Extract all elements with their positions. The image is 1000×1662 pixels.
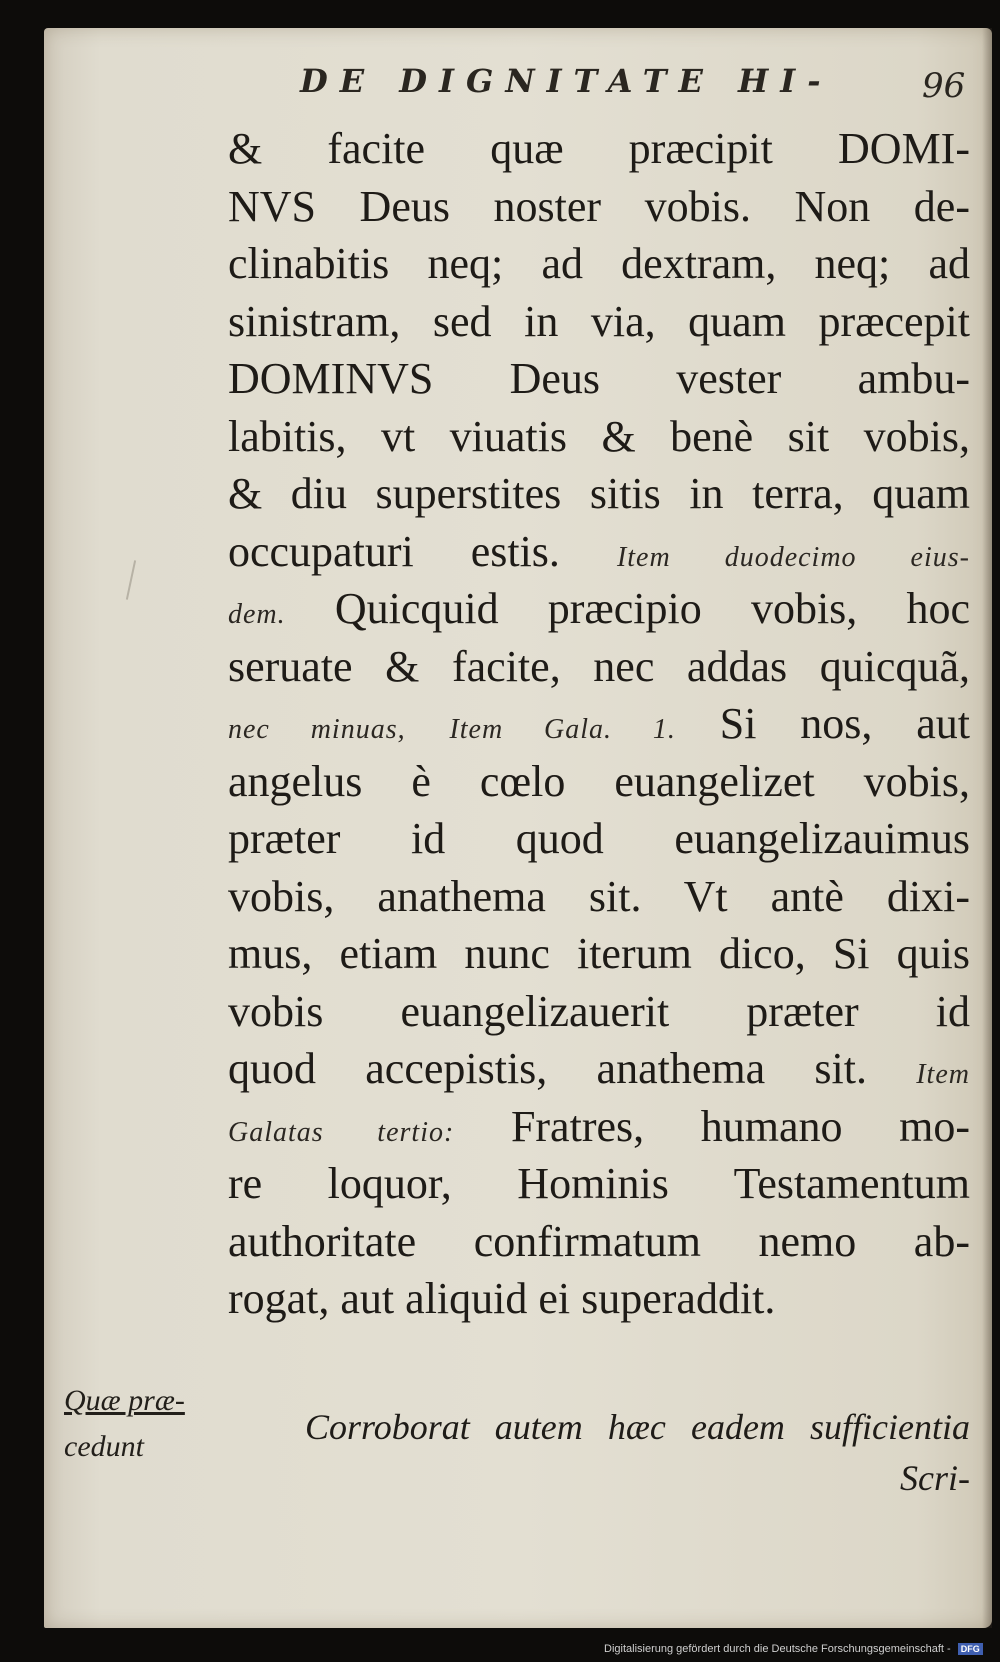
line-text: seruate & facite, nec addas quicquã, — [228, 641, 970, 691]
digitization-credit — [604, 1643, 983, 1655]
line-text: sinistram, sed in via, quam præcepit — [228, 296, 970, 346]
marginal-note-line-2: cedunt — [64, 1430, 144, 1463]
inline-italic-reference: dem. — [228, 599, 286, 630]
line-text: rogat, aut aliquid ei superaddit. — [228, 1274, 776, 1323]
line-text: labitis, vt viuatis & benè sit vobis, — [228, 411, 970, 461]
text-line — [228, 983, 970, 1041]
main-text-block — [228, 120, 970, 1328]
inline-italic-reference: Item — [916, 1059, 970, 1090]
credit-text: Digitalisierung gefördert durch die Deutsche Forschungsgemeinschaft - — [604, 1643, 951, 1655]
line-text: præter id quod euangelizauimus — [228, 814, 970, 863]
inline-italic-reference: Item duodecimo eius- — [616, 541, 970, 573]
text-line — [228, 120, 970, 178]
line-text: Quicquid præcipio vobis, hoc — [334, 584, 971, 633]
text-line — [228, 1098, 970, 1156]
page-edge-shadow — [982, 28, 992, 1628]
marginal-note — [64, 1378, 185, 1470]
text-line — [228, 293, 970, 351]
text-line — [228, 868, 970, 926]
line-text: vobis, anathema sit. Vt antè dixi- — [228, 871, 970, 921]
line-text: vobis euangelizauerit præter id — [228, 986, 970, 1036]
catchword-paragraph — [305, 1402, 970, 1504]
text-line — [228, 1040, 970, 1098]
text-line — [228, 523, 970, 581]
line-text: & facite quæ præcipit DOMI- — [228, 124, 970, 173]
line-text: re loquor, Hominis Testamentum — [228, 1159, 970, 1208]
text-line — [228, 1155, 970, 1213]
inline-italic-reference: Item Gala. 1. — [449, 714, 676, 745]
catchword: Scri- — [900, 1458, 970, 1498]
line-text: angelus è cœlo euangelizet vobis, — [228, 756, 970, 806]
inline-italic-reference: Galatas tertio: — [228, 1116, 455, 1148]
line-text: Si nos, aut — [719, 699, 970, 748]
text-line — [228, 1270, 970, 1328]
text-line — [228, 465, 970, 523]
text-line — [228, 695, 970, 753]
marginal-note-line-1: Quæ præ- — [64, 1384, 185, 1417]
line-text: DOMINVS Deus vester ambu- — [228, 354, 970, 403]
line-text: Fratres, humano mo- — [510, 1101, 971, 1151]
text-line — [228, 580, 970, 638]
inline-italic-reference: nec minuas, — [228, 714, 406, 745]
text-line — [228, 638, 970, 696]
line-text: quod accepistis, anathema sit. — [228, 1044, 867, 1093]
line-text: clinabitis neq; ad dextram, neq; ad — [228, 239, 970, 288]
text-line — [228, 1213, 970, 1271]
line-text: & diu superstites sitis in terra, quam — [228, 469, 970, 518]
dfg-logo: DFG — [958, 1643, 983, 1655]
line-text: occupaturi estis. — [228, 526, 560, 576]
text-line — [228, 753, 970, 811]
text-line — [228, 235, 970, 293]
text-line — [228, 178, 970, 236]
line-text: mus, etiam nunc iterum dico, Si quis — [228, 929, 970, 978]
line-text: NVS Deus noster vobis. Non de- — [228, 181, 970, 231]
text-line — [228, 925, 970, 983]
running-title: DE DIGNITATE HI- — [300, 62, 833, 100]
italic-line-1: Corroborat autem hæc eadem sufficientia — [305, 1407, 970, 1447]
text-line — [228, 810, 970, 868]
line-text: authoritate confirmatum nemo ab- — [228, 1216, 970, 1266]
page-number: 96 — [922, 66, 966, 106]
text-line — [228, 408, 970, 466]
text-line — [228, 350, 970, 408]
